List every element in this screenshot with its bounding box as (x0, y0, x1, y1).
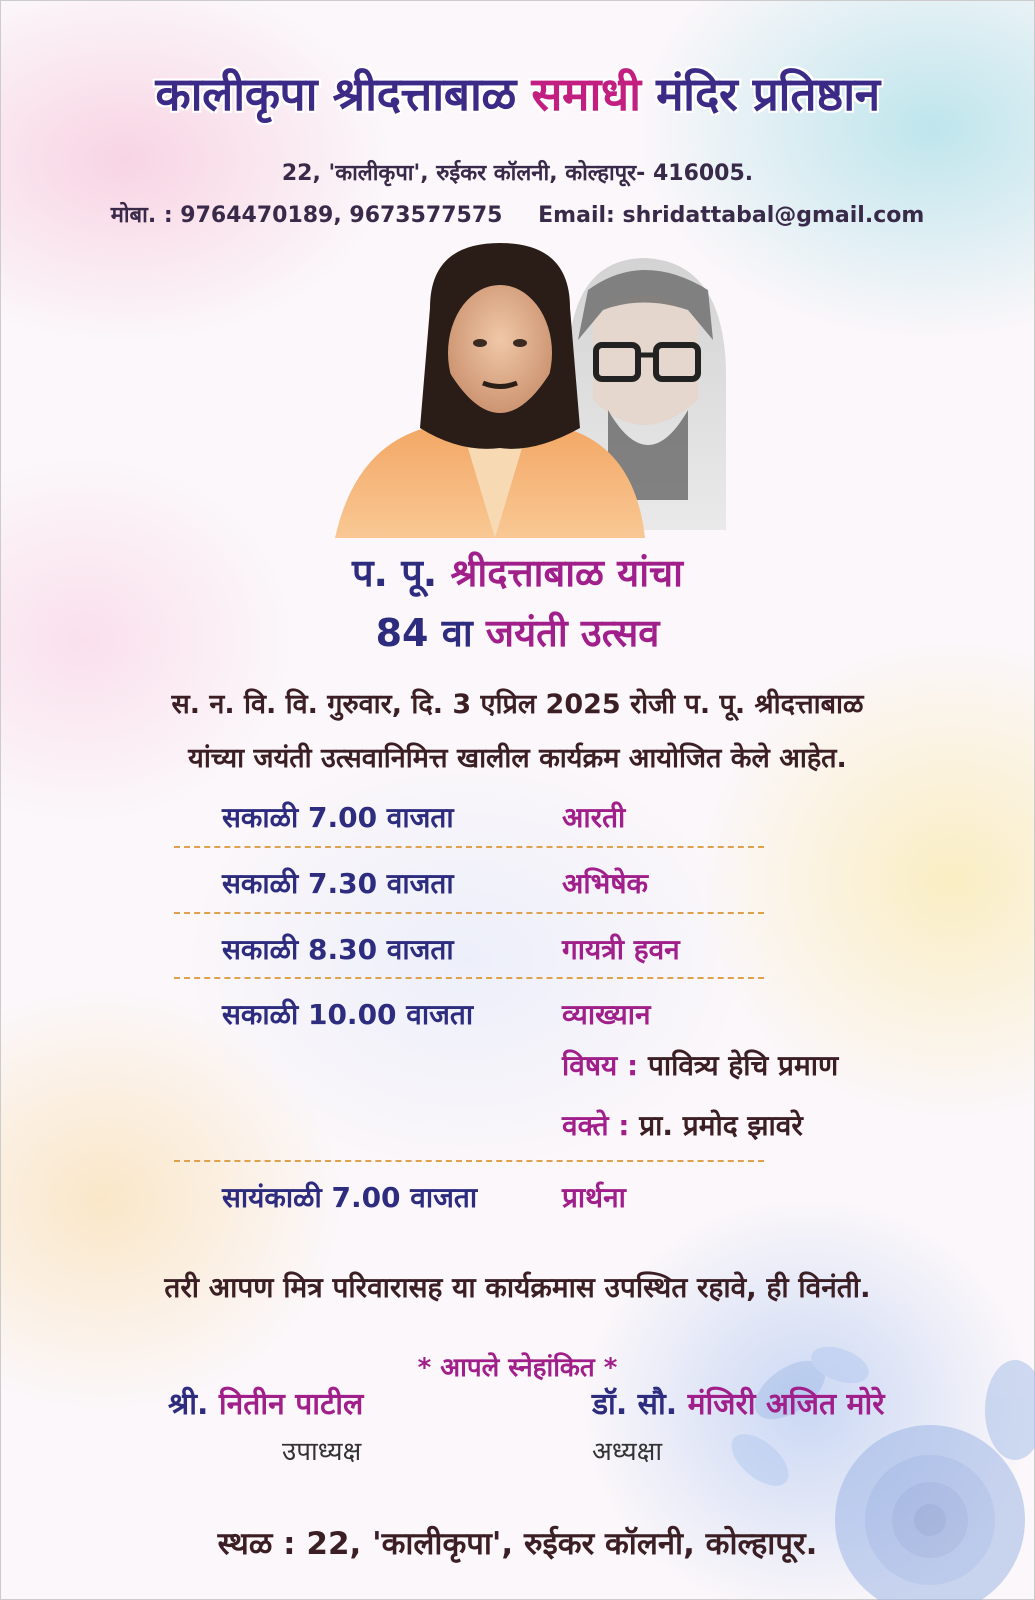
lecture-speaker-value: प्रा. प्रमोद झावरे (639, 1109, 803, 1142)
schedule-time: सकाळी 7.00 वाजता (222, 801, 454, 834)
greeting-line: * आपले स्नेहांकित * (417, 1353, 618, 1383)
title-part-2: समाधी (531, 67, 641, 121)
venue-line: स्थळ : 22, 'कालीकृपा', रुईकर कॉलनी, कोल्हापूर. (217, 1526, 818, 1562)
phone-numbers: मोबा. : 9764470189, 9673577575 (110, 203, 503, 228)
intro-line-2: यांच्या जयंती उत्सवानिमित्त खालील कार्यक्रम आयोजित केले आहेत. (188, 743, 847, 774)
heading-anniversary: 84 वा (375, 611, 473, 655)
schedule-event: व्याख्यान (562, 998, 651, 1031)
organization-address: 22, 'कालीकृपा', रुईकर कॉलनी, कोल्हापूर- 416005. (281, 161, 754, 186)
schedule-event: अभिषेक (562, 867, 649, 900)
lecture-topic (562, 1046, 838, 1084)
intro-line-1: स. न. वि. वि. गुरुवार, दि. 3 एप्रिल 2025 रोजी प. पू. श्रीदत्ताबाळ (171, 689, 864, 720)
schedule-time: सकाळी 8.30 वाजता (222, 933, 454, 966)
signatory-prefix: श्री. (168, 1387, 209, 1422)
signatory-vice-president (168, 1382, 363, 1423)
signatory-name: मंजिरी अजित मोरे (687, 1387, 885, 1422)
schedule-time: सकाळी 10.00 वाजता (222, 998, 474, 1031)
signatory-name: नितीन पाटील (218, 1387, 364, 1422)
event-heading-line-1 (0, 546, 1035, 598)
signatory-role: उपाध्यक्ष (282, 1437, 362, 1467)
schedule-event: आरती (562, 801, 626, 834)
lecture-speaker-label: वक्ते : (562, 1109, 630, 1142)
signatory-role: अध्यक्षा (592, 1437, 663, 1467)
schedule-time: सकाळी 7.30 वाजता (222, 867, 454, 900)
lecture-speaker (562, 1106, 803, 1144)
schedule-separator (174, 1160, 764, 1162)
title-part-3: मंदिर प्रतिष्ठान (656, 67, 880, 121)
contact-line (0, 199, 1035, 229)
event-heading-line-2 (0, 606, 1035, 658)
schedule-time: सायंकाळी 7.00 वाजता (222, 1181, 478, 1214)
heading-festival: जयंती उत्सव (485, 611, 660, 655)
schedule-event: गायत्री हवन (562, 933, 680, 966)
email-address: Email: shridattabal@gmail.com (538, 203, 925, 228)
signatory-president (592, 1382, 885, 1423)
title-part-1: कालीकृपा श्रीदत्ताबाळ (155, 67, 516, 121)
heading-honorific: प. पू. (351, 551, 438, 595)
schedule-separator (174, 977, 764, 979)
organization-title (0, 62, 1035, 124)
signatory-prefix: डॉ. सौ. (592, 1387, 678, 1422)
schedule-separator (174, 846, 764, 848)
schedule-event: प्रार्थना (562, 1181, 626, 1214)
lecture-topic-value: पावित्र्य हेचि प्रमाण (647, 1049, 839, 1082)
heading-name: श्रीदत्ताबाळ यांचा (450, 551, 684, 595)
lecture-topic-label: विषय : (562, 1049, 639, 1082)
closing-request: तरी आपण मित्र परिवारासह या कार्यक्रमास उपस्थित रहावे, ही विनंती. (164, 1271, 871, 1304)
portrait-photo-main (335, 238, 655, 538)
schedule-separator (174, 912, 764, 914)
